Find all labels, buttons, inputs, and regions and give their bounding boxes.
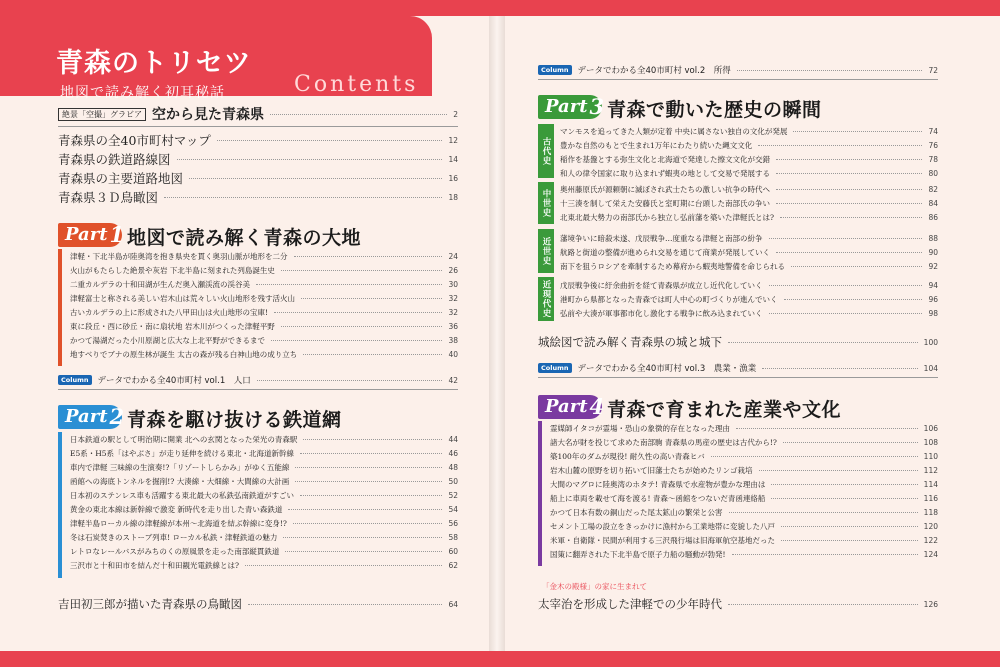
toc-row[interactable] xyxy=(550,437,938,448)
toc-row[interactable] xyxy=(70,476,458,487)
leader-dots xyxy=(288,509,442,510)
gravure-badge: 絶景「空撮」グラビア xyxy=(58,108,146,121)
toc-row[interactable] xyxy=(560,294,938,305)
part-3-badge xyxy=(538,94,605,119)
toc-title: 火山がもたらした絶景や灰岩 下北半島に刻まれた列島誕生史 xyxy=(70,266,275,275)
page-number: 32 xyxy=(448,294,458,303)
toc-title: 和人の律令国家に取り込まれず蝦夷の地として交易で発展する xyxy=(560,169,770,178)
leader-dots xyxy=(776,159,922,160)
toc-row[interactable] xyxy=(550,521,938,532)
divider xyxy=(58,389,458,390)
page-number: 120 xyxy=(923,522,938,531)
book-gutter xyxy=(489,16,505,651)
toc-row[interactable] xyxy=(70,251,458,262)
leader-dots xyxy=(769,285,923,286)
toc-row[interactable] xyxy=(70,532,458,543)
page-number: 100 xyxy=(923,337,938,347)
leader-dots xyxy=(270,114,447,115)
page-number: 94 xyxy=(928,281,938,290)
toc-row[interactable] xyxy=(70,293,458,304)
leader-dots xyxy=(781,540,918,541)
toc-row[interactable] xyxy=(58,596,458,612)
leader-dots xyxy=(257,380,443,381)
book-title: 青森のトリセツ xyxy=(56,48,252,79)
leader-dots xyxy=(728,604,918,605)
toc-title: 津軽半島ローカル線の津軽線が本州～北海道を結ぶ幹線に変身!? xyxy=(70,519,287,528)
leader-dots xyxy=(776,252,922,253)
toc-row[interactable] xyxy=(550,549,938,560)
toc-row[interactable] xyxy=(70,504,458,515)
toc-row-column[interactable] xyxy=(538,64,938,76)
toc-row[interactable] xyxy=(70,307,458,318)
toc-title: 国策に翻弄された下北半島で原子力船の騒動が勃発! xyxy=(550,550,726,559)
page-number: 126 xyxy=(923,599,938,609)
toc-row[interactable] xyxy=(560,233,938,244)
toc-row[interactable] xyxy=(560,261,938,272)
book-subtitle: 地図で読み解く初耳秘話 xyxy=(60,85,225,101)
era-label-ancient: 古代史 xyxy=(538,124,554,178)
toc-title: 青森県の主要道路地図 xyxy=(58,171,184,186)
leader-dots xyxy=(301,298,442,299)
toc-title: 十三湊を制して栄えた安藤氏と室町期に台頭した南部氏の争い xyxy=(560,199,770,208)
toc-row[interactable] xyxy=(560,247,938,258)
toc-title: 南下を狙うロシアを牽制するため幕府から蝦夷地警備を命じられる xyxy=(560,262,785,271)
toc-title: 奥州藤原氏が源頼朝に滅ぼされ武士たちの激しい抗争の時代へ xyxy=(560,185,770,194)
page-number: 56 xyxy=(448,519,458,528)
toc-title: レトロなレールバスがみちのくの原風景を走った南部縦貫鉄道 xyxy=(70,547,280,556)
leader-dots xyxy=(736,428,918,429)
page-number: 64 xyxy=(448,599,458,609)
column-title: データでわかる全40市町村 vol.3 農業・漁業 xyxy=(577,364,757,374)
page-number: 82 xyxy=(928,185,938,194)
toc-title: 古いカルデラの上に形成された八甲田山は火山地形の宝庫! xyxy=(70,308,269,317)
dazai-kicker: 「金木の殿様」の家に生まれて xyxy=(542,582,647,591)
era-label-modern: 近現代史 xyxy=(538,277,554,321)
leader-dots xyxy=(769,238,923,239)
page-number: 12 xyxy=(448,135,458,145)
page-number: 58 xyxy=(448,533,458,542)
contents-heading: Contents xyxy=(294,72,419,97)
leader-dots xyxy=(300,495,442,496)
part-1-badge xyxy=(58,222,125,247)
page-number: 48 xyxy=(448,463,458,472)
leader-dots xyxy=(189,178,442,179)
part-1-title: 地図で読み解く青森の大地 xyxy=(127,227,362,249)
toc-title: 函館への海底トンネルを掘削!? 大湊線・大畑線・大間線の大計画 xyxy=(70,477,290,486)
toc-title: 岩木山麓の原野を切り拓いて旧藩士たちが始めたリンゴ栽培 xyxy=(550,466,753,475)
column-badge: Column xyxy=(58,375,92,385)
page-number: 74 xyxy=(928,127,938,136)
toc-row-column[interactable] xyxy=(538,362,938,374)
leader-dots xyxy=(281,270,443,271)
page-number: 62 xyxy=(448,561,458,570)
toc-title: 地すべりでブナの原生林が誕生 太古の森が残る白神山地の成り立ち xyxy=(70,350,298,359)
page-number: 122 xyxy=(923,536,938,545)
page-number: 38 xyxy=(448,336,458,345)
leader-dots xyxy=(793,131,922,132)
toc-title: 青森県３Ｄ鳥瞰図 xyxy=(58,190,159,205)
toc-row[interactable] xyxy=(70,490,458,501)
leader-dots xyxy=(759,470,918,471)
leader-dots xyxy=(758,145,922,146)
toc-title: 冬は石炭焚きのストーブ列車! ローカル私鉄・津軽鉄道の魅力 xyxy=(70,533,278,542)
toc-row[interactable] xyxy=(560,184,938,195)
toc-row[interactable] xyxy=(58,188,458,206)
page-number: 114 xyxy=(923,480,938,489)
leader-dots xyxy=(776,203,922,204)
gravure-title: 空から見た青森県 xyxy=(152,107,264,123)
toc-row[interactable] xyxy=(70,434,458,445)
page-number: 44 xyxy=(448,435,458,444)
divider xyxy=(538,377,938,378)
toc-row[interactable] xyxy=(70,265,458,276)
page-number: 16 xyxy=(448,173,458,183)
toc-row-column[interactable] xyxy=(58,374,458,386)
column-title: データでわかる全40市町村 vol.1 人口 xyxy=(97,376,251,386)
part-number: 3 xyxy=(589,94,605,119)
toc-title: 港町から県都となった青森では町人中心の町づくりが進んでいく xyxy=(560,295,778,304)
part-2-title: 青森を駆け抜ける鉄道網 xyxy=(127,409,342,431)
toc-row[interactable] xyxy=(70,518,458,529)
leader-dots xyxy=(274,312,442,313)
toc-title: 日本初のステンレス車も活躍する東北最大の私鉄弘南鉄道がすごい xyxy=(70,491,295,500)
page-number: 18 xyxy=(448,192,458,202)
page-number: 32 xyxy=(448,308,458,317)
page-number: 92 xyxy=(928,262,938,271)
toc-row-gravure[interactable] xyxy=(58,104,458,124)
page-number: 76 xyxy=(928,141,938,150)
toc-row[interactable] xyxy=(550,493,938,504)
leader-dots xyxy=(784,299,923,300)
toc-row[interactable] xyxy=(560,126,938,137)
part-2-badge xyxy=(58,404,125,429)
page-number: 90 xyxy=(928,248,938,257)
leader-dots xyxy=(776,189,922,190)
part-number: 4 xyxy=(589,394,605,419)
leader-dots xyxy=(295,467,442,468)
part-1-bar xyxy=(58,249,62,366)
toc-row[interactable] xyxy=(560,212,938,223)
toc-row[interactable] xyxy=(70,448,458,459)
toc-title: マンモスを追ってきた人類が定着 中央に属さない独自の文化が発展 xyxy=(560,127,788,136)
page-number: 80 xyxy=(928,169,938,178)
toc-title: 船上に車両を載せて海を渡る! 青森～函館をつないだ青函連絡船 xyxy=(550,494,766,503)
part-label: Part xyxy=(545,96,588,117)
page-number: 78 xyxy=(928,155,938,164)
era-label-medieval: 中世史 xyxy=(538,182,554,224)
leader-dots xyxy=(245,565,442,566)
toc-title: 諸大名が財を投じて求めた南部駒 青森県の馬産の歴史は古代から!? xyxy=(550,438,777,447)
page-number: 30 xyxy=(448,280,458,289)
leader-dots xyxy=(177,159,443,160)
part-number: 1 xyxy=(109,222,125,247)
toc-row[interactable] xyxy=(550,535,938,546)
toc-row[interactable] xyxy=(538,596,938,612)
page-number: 14 xyxy=(448,154,458,164)
leader-dots xyxy=(762,368,917,369)
column-title: データでわかる全40市町村 vol.2 所得 xyxy=(577,66,731,76)
toc-title: 大間のマグロに陸奥湾のホタテ! 青森県で水産物が豊かな理由は xyxy=(550,480,766,489)
leader-dots xyxy=(769,313,923,314)
part-3-title: 青森で動いた歴史の瞬間 xyxy=(607,99,822,121)
leader-dots xyxy=(729,512,918,513)
toc-row[interactable] xyxy=(70,560,458,571)
toc-title: 霊媒師イタコが霊場・恐山の象徴的存在となった理由 xyxy=(550,424,730,433)
toc-row[interactable] xyxy=(58,131,458,149)
toc-title: 車内で津軽 三味線の生演奏!?「リゾートしらかみ」がゆく五能線 xyxy=(70,463,290,472)
page-number: 24 xyxy=(448,252,458,261)
page-number: 26 xyxy=(448,266,458,275)
toc-title: 津軽富士と称される美しい岩木山は荒々しい火山地形を残す活火山 xyxy=(70,294,295,303)
page-number: 50 xyxy=(448,477,458,486)
page-number: 42 xyxy=(448,375,458,385)
leader-dots xyxy=(164,197,442,198)
toc-title: 戊辰戦争後に紆余曲折を経て青森県が成立し近代化していく xyxy=(560,281,763,290)
toc-title: 津軽・下北半島が陸奥湾を抱き県央を貫く奥羽山脈が地形を二分 xyxy=(70,252,288,261)
page-number: 98 xyxy=(928,309,938,318)
toc-title: 青森県の鉄道路線図 xyxy=(58,152,171,167)
page-number: 40 xyxy=(448,350,458,359)
toc-title: かつて日本有数の銅山だった尾太鉱山の繁栄と公害 xyxy=(550,508,723,517)
leader-dots xyxy=(283,537,442,538)
leader-dots xyxy=(285,551,442,552)
page-number: 104 xyxy=(923,363,938,373)
toc-title: 城絵図で読み解く青森県の城と城下 xyxy=(538,335,722,349)
page-number: 72 xyxy=(928,65,938,75)
toc-title: 日本鉄道の駅として明治期に開業 北への玄関となった栄光の青森駅 xyxy=(70,435,298,444)
page-number: 54 xyxy=(448,505,458,514)
toc-row[interactable] xyxy=(560,198,938,209)
toc-title: 三沢市と十和田市を結んだ十和田観光電鉄線とは? xyxy=(70,561,240,570)
toc-title: かつて湯湖だった小川原湖と広大な上北平野ができるまで xyxy=(70,336,265,345)
toc-title: 航路と街道の整備が進められ交易を通じて商業が発展していく xyxy=(560,248,770,257)
page-number: 112 xyxy=(923,466,938,475)
toc-title: 東に段丘・西に砂丘・南に扇状地 岩木川がつくった津軽平野 xyxy=(70,322,275,331)
toc-row[interactable] xyxy=(70,462,458,473)
page-number: 46 xyxy=(448,449,458,458)
leader-dots xyxy=(783,442,918,443)
toc-row[interactable] xyxy=(538,334,938,350)
leader-dots xyxy=(271,340,442,341)
toc-row[interactable] xyxy=(70,349,458,360)
part-2-bar xyxy=(58,432,62,578)
leader-dots xyxy=(293,523,443,524)
page-number: 84 xyxy=(928,199,938,208)
leader-dots xyxy=(281,326,443,327)
toc-row[interactable] xyxy=(560,168,938,179)
toc-title: 黄金の東北本線は新幹線で激変 新時代を走り出した青い森鉄道 xyxy=(70,505,283,514)
toc-row[interactable] xyxy=(70,546,458,557)
toc-title: 北東北最大勢力の南部氏から独立し弘前藩を築いた津軽氏とは? xyxy=(560,213,775,222)
toc-row[interactable] xyxy=(560,280,938,291)
leader-dots xyxy=(217,140,443,141)
part-label: Part xyxy=(65,406,108,427)
leader-dots xyxy=(776,173,922,174)
page-number: 2 xyxy=(453,109,458,119)
page-number: 36 xyxy=(448,322,458,331)
toc-title: 太宰治を形成した津軽での少年時代 xyxy=(538,597,722,611)
toc-title: 築100年のダムが現役! 耐久性の高い青森ヒバ xyxy=(550,452,705,461)
page-number: 124 xyxy=(923,550,938,559)
page-number: 96 xyxy=(928,295,938,304)
part-4-bar xyxy=(538,421,542,566)
toc-row[interactable] xyxy=(550,465,938,476)
leader-dots xyxy=(248,604,442,605)
leader-dots xyxy=(771,484,917,485)
page-number: 60 xyxy=(448,547,458,556)
leader-dots xyxy=(732,554,918,555)
page-number: 118 xyxy=(923,508,938,517)
toc-title: 稲作を基盤とする弥生文化と北海道で発達した擦文文化が交錯 xyxy=(560,155,770,164)
leader-dots xyxy=(728,342,918,343)
bottom-border xyxy=(0,651,1000,667)
page-number: 116 xyxy=(923,494,938,503)
toc-title: 豊かな自然のもとで生まれ1万年にわたり続いた縄文文化 xyxy=(560,141,753,150)
toc-row[interactable] xyxy=(560,308,938,319)
toc-title: 米軍・自衛隊・民間が利用する三沢飛行場は旧海軍航空基地だった xyxy=(550,536,775,545)
page-number: 108 xyxy=(923,438,938,447)
toc-row[interactable] xyxy=(560,154,938,165)
toc-title: セメント工場の設立をきっかけに漁村から工業地帯に変貌した八戸 xyxy=(550,522,775,531)
leader-dots xyxy=(791,266,922,267)
toc-title: 弘前や大湊が軍事都市化し激化する戦争に飲み込まれていく xyxy=(560,309,763,318)
toc-row[interactable] xyxy=(70,335,458,346)
leader-dots xyxy=(300,453,442,454)
column-badge: Column xyxy=(538,65,572,75)
toc-title: 青森県の全40市町村マップ xyxy=(58,133,211,148)
toc-row[interactable] xyxy=(550,479,938,490)
part-number: 2 xyxy=(109,404,125,429)
part-label: Part xyxy=(65,224,108,245)
toc-row[interactable] xyxy=(550,451,938,462)
toc-title: E5系・H5系「はやぶさ」が走り延伸を続ける東北・北海道新幹線 xyxy=(70,449,295,458)
leader-dots xyxy=(781,526,918,527)
leader-dots xyxy=(256,284,442,285)
toc-title: 吉田初三郎が描いた青森県の鳥瞰図 xyxy=(58,597,242,611)
toc-row[interactable] xyxy=(58,150,458,168)
leader-dots xyxy=(303,439,442,440)
part-4-title: 青森で育まれた産業や文化 xyxy=(607,399,842,421)
era-label-early-modern: 近世史 xyxy=(538,229,554,273)
page-number: 86 xyxy=(928,213,938,222)
toc-title: 二重カルデラの十和田湖が生んだ奥入瀬渓流の渓谷美 xyxy=(70,280,250,289)
top-border xyxy=(0,0,1000,16)
leader-dots xyxy=(780,217,922,218)
toc-title: 藩境争いに暗殺未遂、戊辰戦争…度重なる津軽と南部の紛争 xyxy=(560,234,763,243)
toc-row[interactable] xyxy=(58,169,458,187)
divider xyxy=(58,126,458,127)
page-number: 52 xyxy=(448,491,458,500)
column-badge: Column xyxy=(538,363,572,373)
leader-dots xyxy=(295,481,442,482)
part-label: Part xyxy=(545,396,588,417)
header-banner xyxy=(0,16,432,101)
leader-dots xyxy=(303,354,442,355)
leader-dots xyxy=(711,456,918,457)
leader-dots xyxy=(771,498,917,499)
toc-row[interactable] xyxy=(70,279,458,290)
page-number: 88 xyxy=(928,234,938,243)
toc-row[interactable] xyxy=(560,140,938,151)
toc-row[interactable] xyxy=(70,321,458,332)
toc-row[interactable] xyxy=(550,423,938,434)
toc-row[interactable] xyxy=(550,507,938,518)
leader-dots xyxy=(294,256,443,257)
page-number: 106 xyxy=(923,424,938,433)
leader-dots xyxy=(737,70,923,71)
divider xyxy=(538,79,938,80)
part-4-badge xyxy=(538,394,605,419)
page-number: 110 xyxy=(923,452,938,461)
